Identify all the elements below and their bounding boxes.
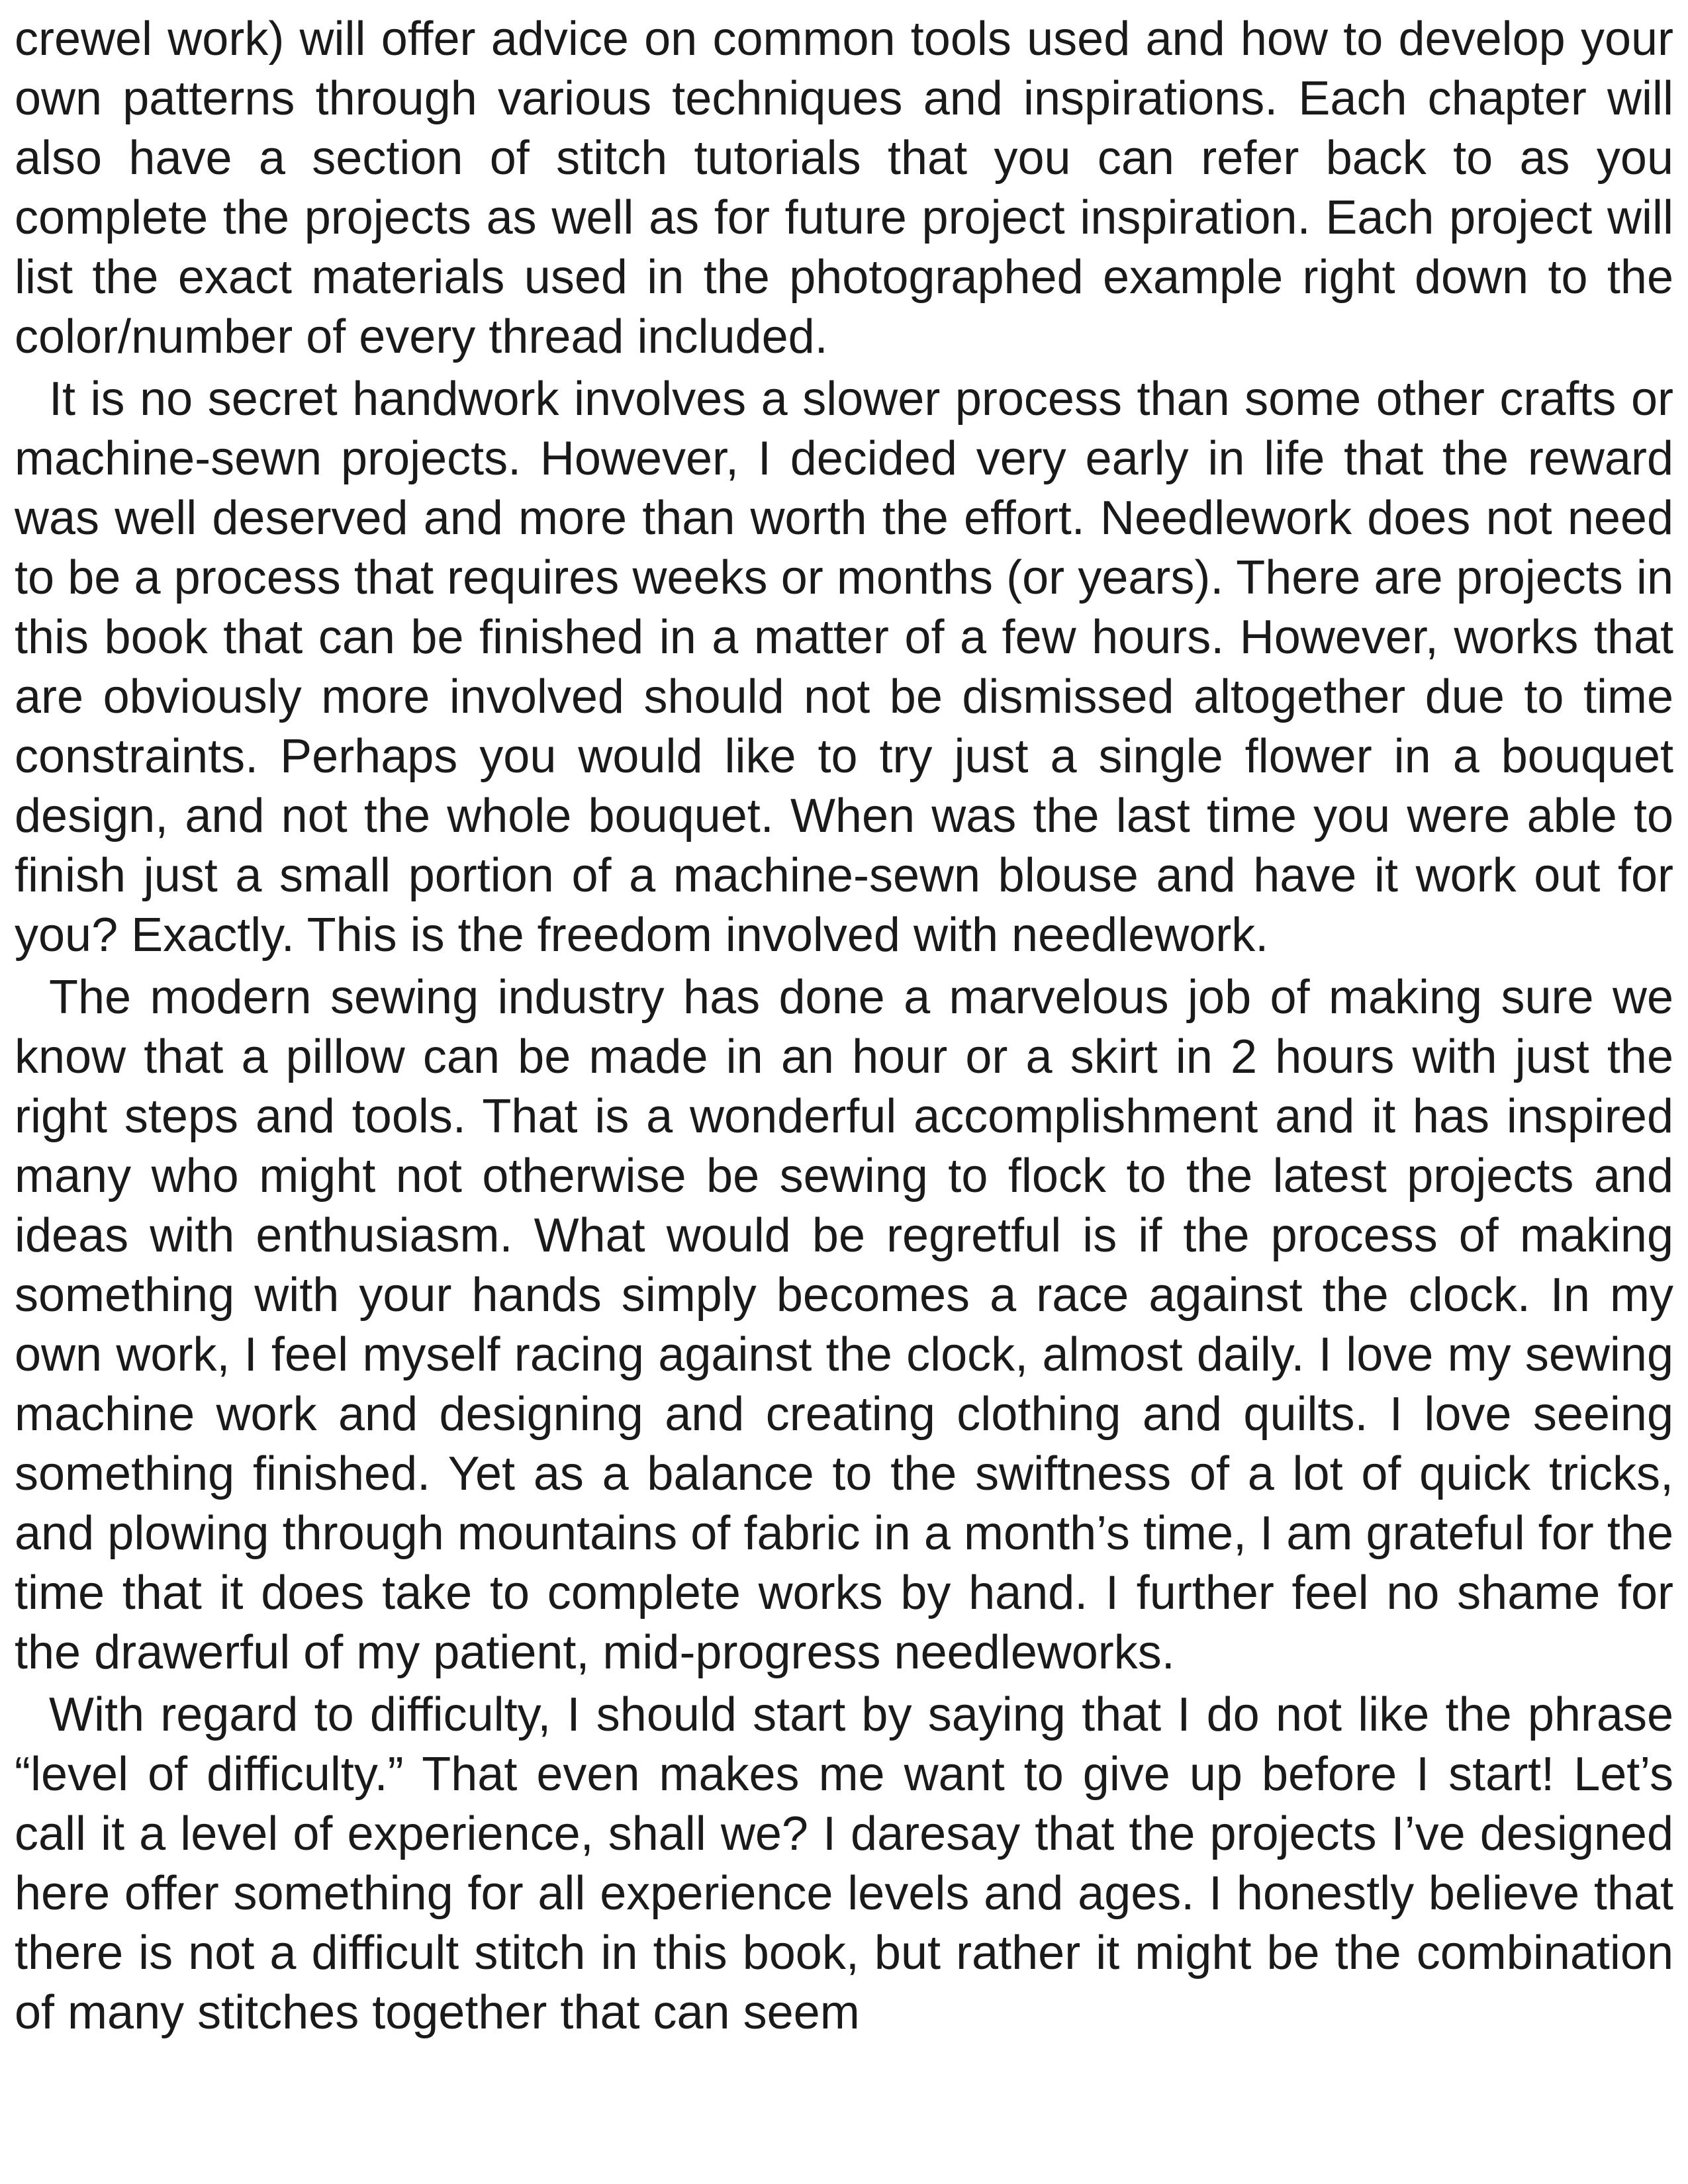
paragraph-continuation: crewel work) will offer advice on common tools used and how to develop your own patterns through various techniques and inspirations. Each chapter will also have a section of stitch tutorials that you can refer back to as you complete the projects as well as for future project inspiration. Each project will list the exact materials used in the photographed example right down to the color/number of every thread included. — [15, 13, 1673, 363]
paragraph-handwork: It is no secret handwork involves a slower process than some other crafts or machine-sewn projects. However, I decided very early in life that the reward was well deserved and more than worth the effort. Needlework does not need to be a process that requires weeks or months (or years). There are projects in this book that can be finished in a matter of a few hours. However, works that are obviously more involved should not be dismissed altogether due to time constraints. Perhaps you would like to try just a single flower in a bouquet design, and not the whole bouquet. When was the last time you were able to finish just a small portion of a machine-sewn blouse and have it work out for you? Exactly. This is the freedom involved with needlework. — [15, 373, 1673, 962]
paragraph-difficulty: With regard to difficulty, I should start by saying that I do not like the phrase “level of difficulty.” That even makes me want to give up before I start! Let’s call it a level of experience, shall we? I daresay that the projects I’ve designed here offer something for all experience levels and ages. I honestly believe that there is not a difficult stitch in this book, but rather it might be the combination of many stitches together that can seem — [15, 1688, 1673, 2039]
paragraph-modern-sewing: The modern sewing industry has done a marvelous job of making sure we know that a pillow can be made in an hour or a skirt in 2 hours with just the right steps and tools. That is a wonderful accomplishment and it has inspired many who might not otherwise be sewing to flock to the latest projects and ideas with enthusiasm. What would be regretful is if the process of making something with your hands simply becomes a race against the clock. In my own work, I feel myself racing against the clock, almost daily. I love my sewing machine work and designing and creating clothing and quilts. I love seeing something finished. Yet as a balance to the swiftness of a lot of quick tricks, and plowing through mountains of fabric in a month’s time, I am grateful for the time that it does take to complete works by hand. I further feel no shame for the drawerful of my patient, mid-progress needleworks. — [15, 971, 1673, 1679]
document-page — [15, 9, 1673, 2173]
